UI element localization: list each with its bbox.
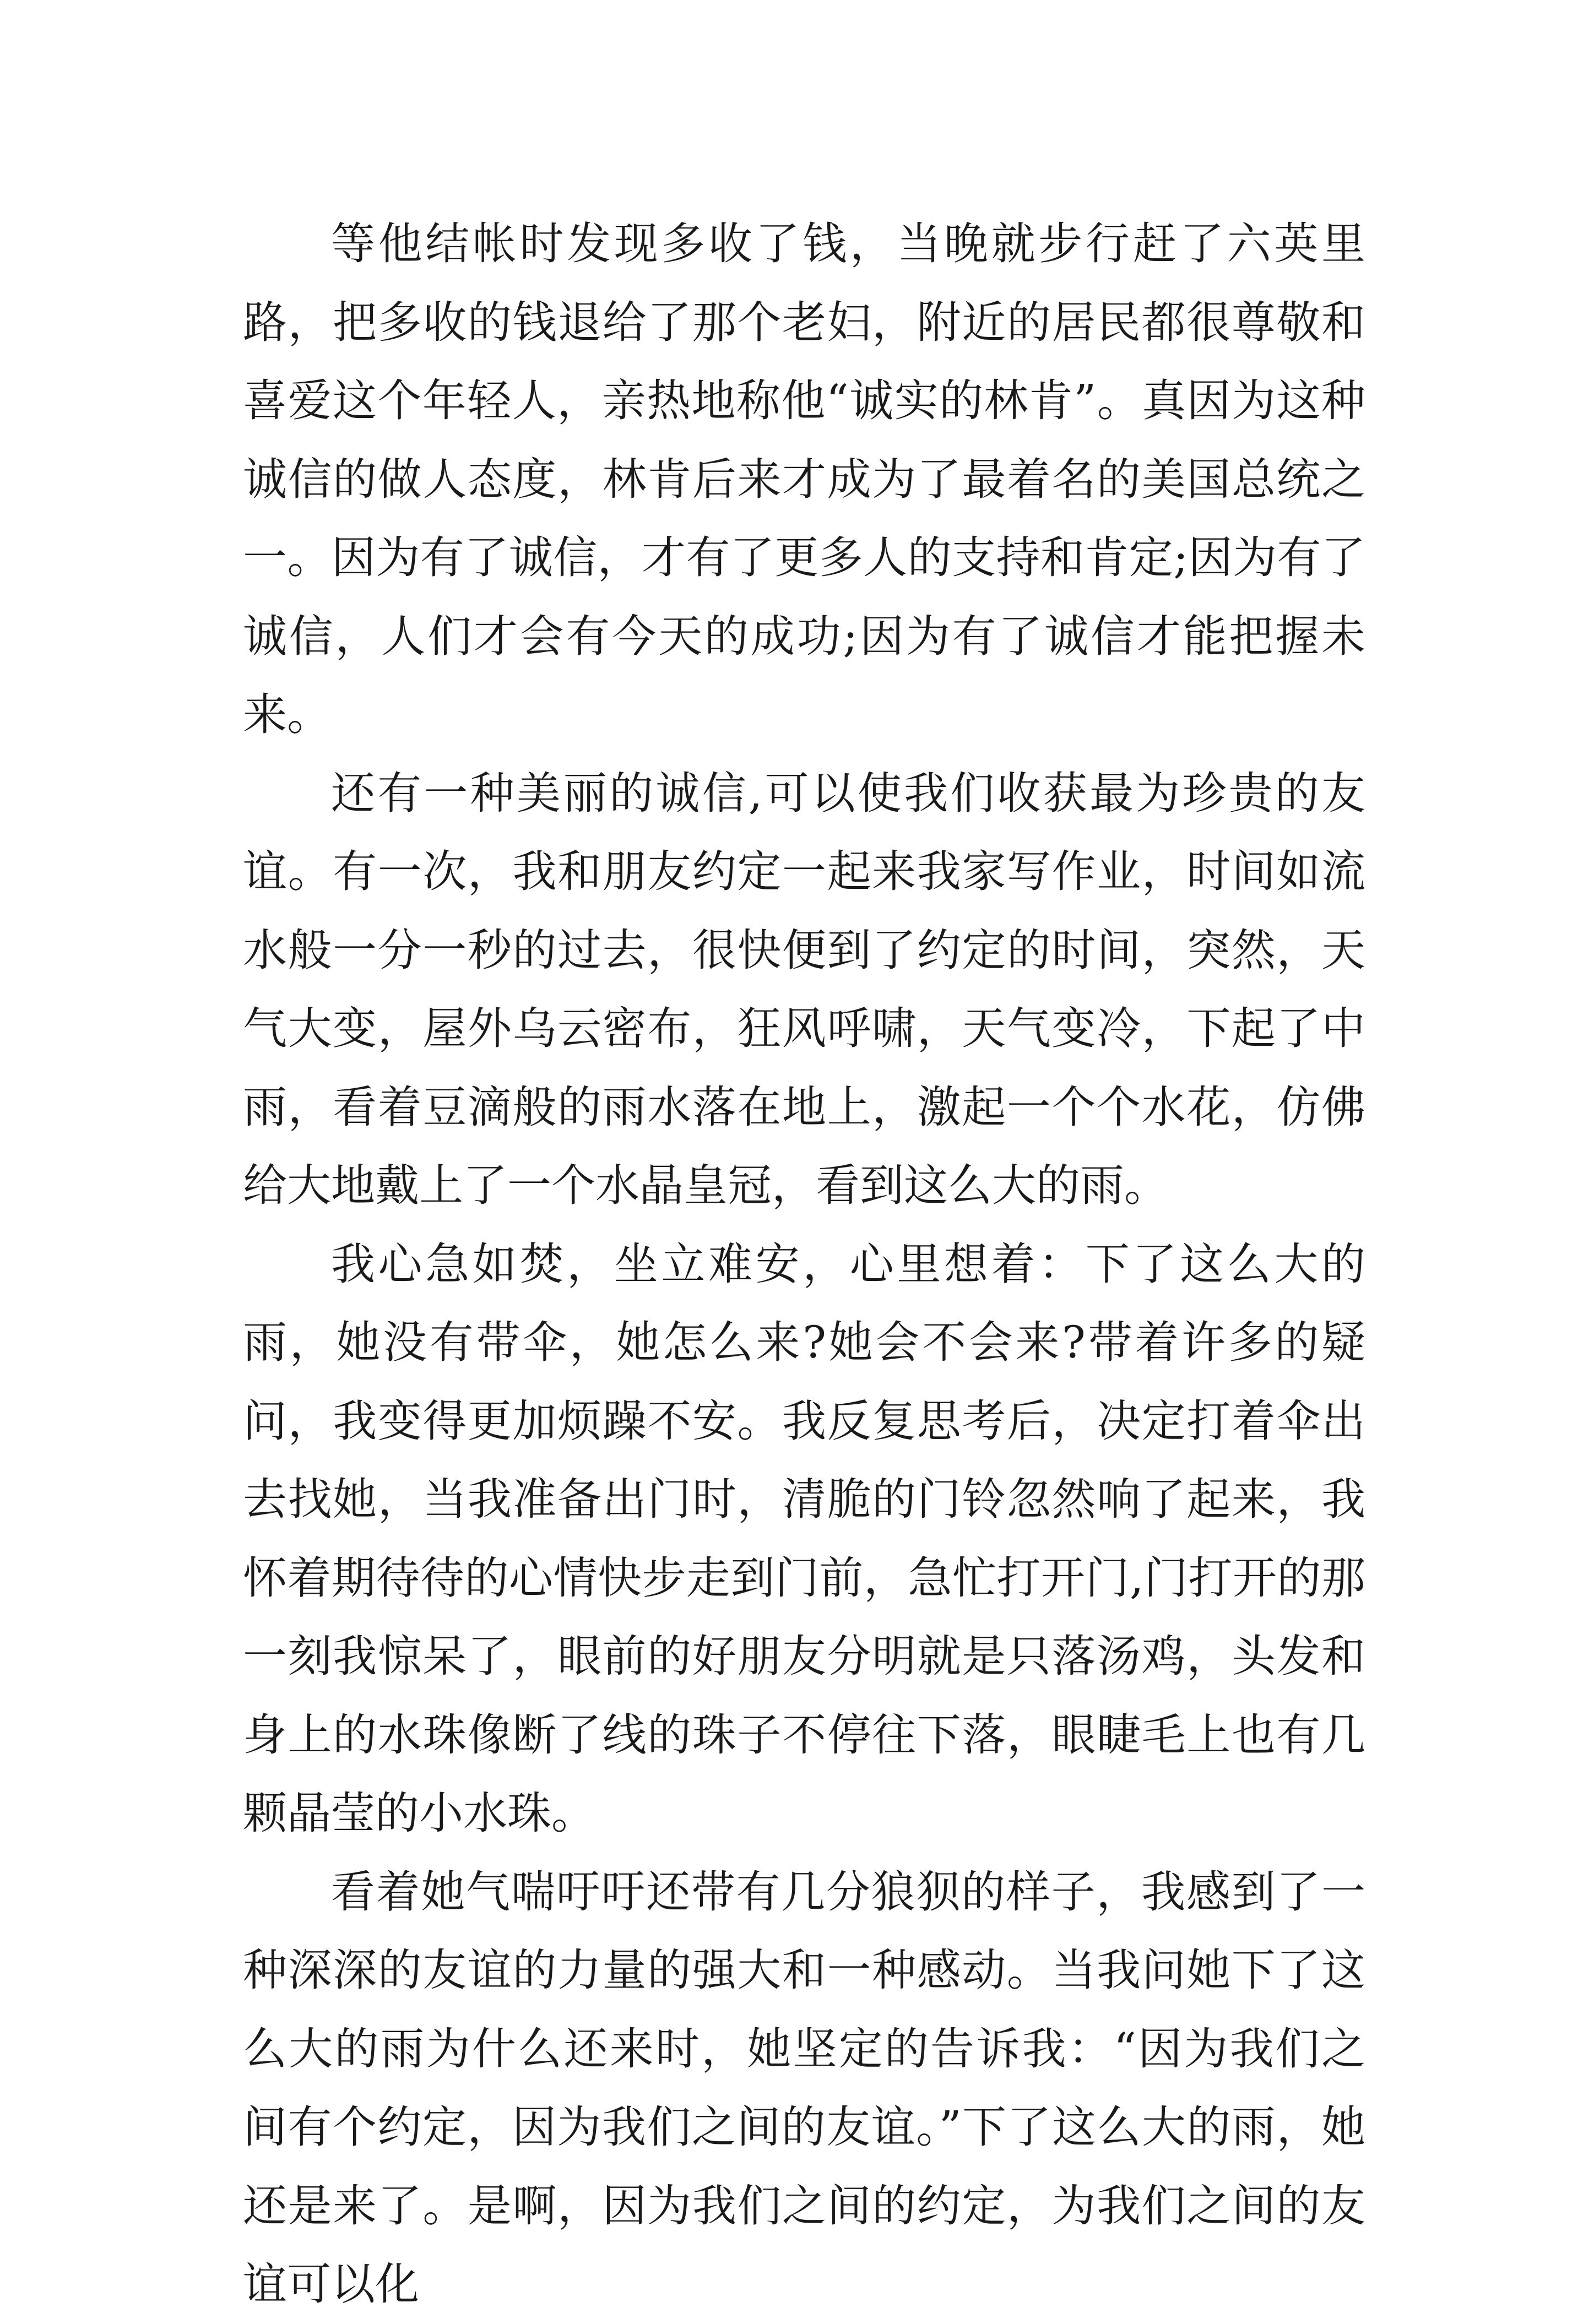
paragraph-friendship-promise: 还有一种美丽的诚信,可以使我们收获最为珍贵的友谊。有一次，我和朋友约定一起来我家写作业，时间如流水般一分一秒的过去，很快便到了约定的时间，突然，天气大变，屋外乌云密布，狂风呼啸，天气变冷，下起了中雨，看着豆滴般的雨水落在地上，激起一个个水花，仿佛给大地戴上了一个水晶皇冠，看到这么大的雨。 [243,767,1365,1211]
paragraph-anxious-waiting: 我心急如焚，坐立难安，心里想着：下了这么大的雨，她没有带伞，她怎么来?她会不会来?带着许多的疑问，我变得更加烦躁不安。我反复思考后，决定打着伞出去找她，当我准备出门时，清脆的门铃忽然响了起来，我怀着期待待的心情快步走到门前，急忙打开门,门打开的那一刻我惊呆了，眼前的好朋友分明就是只落汤鸡，头发和身上的水珠像断了线的珠子不停往下落，眼睫毛上也有几颗晶莹的小水珠。 [243,1238,1365,1839]
paragraph-lincoln-honesty: 等他结帐时发现多收了钱，当晚就步行赶了六英里路，把多收的钱退给了那个老妇，附近的居民都很尊敬和喜爱这个年轻人，亲热地称他“诚实的林肯”。真因为这种诚信的做人态度，林肯后来才成为了最着名的美国总统之一。因为有了诚信，才有了更多人的支持和肯定;因为有了诚信，人们才会有今天的成功;因为有了诚信才能把握未来。 [243,218,1365,740]
paragraph-friend-arrives: 看着她气喘吁吁还带有几分狼狈的样子，我感到了一种深深的友谊的力量的强大和一种感动。当我问她下了这么大的雨为什么还来时，她坚定的告诉我：“因为我们之间有个约定，因为我们之间的友谊。”下了这么大的雨，她还是来了。是啊，因为我们之间的约定，为我们之间的友谊可以化 [243,1866,1365,2310]
body-text [243,205,1365,2324]
